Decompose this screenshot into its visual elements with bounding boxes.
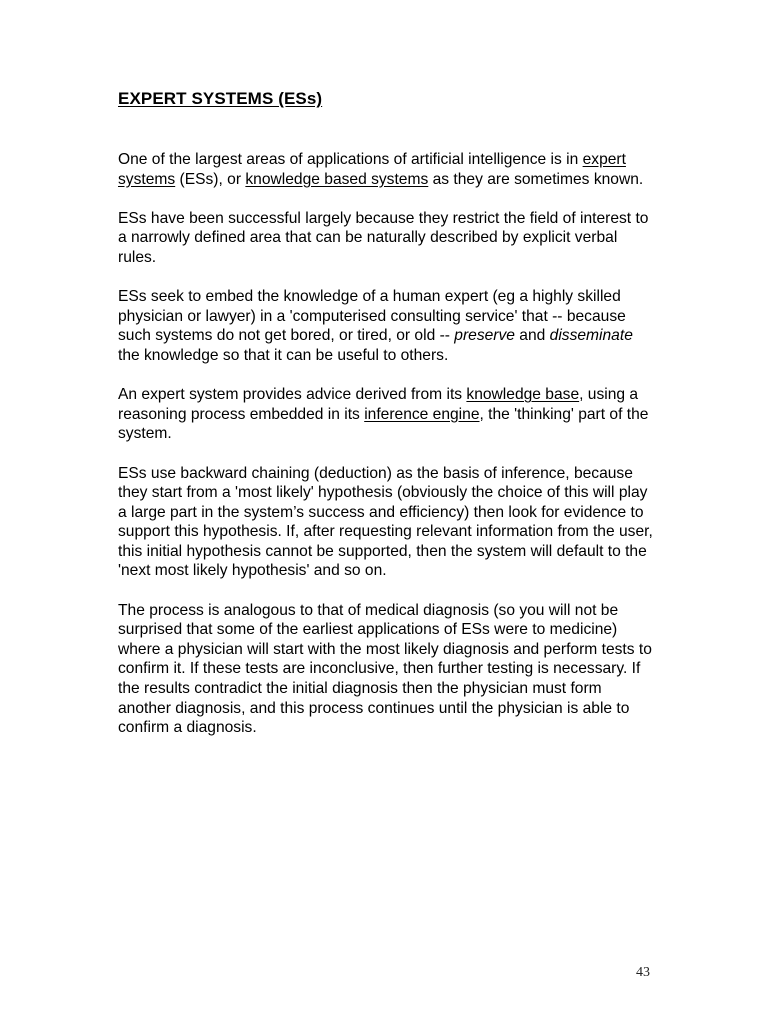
page-title: EXPERT SYSTEMS (ESs)	[118, 89, 323, 108]
paragraph-4-text-a: An expert system provides advice derived from its	[118, 386, 467, 404]
paragraph-3-text-c: and	[514, 327, 550, 345]
paragraph-3-text-e: the knowledge so that it can be useful to others.	[118, 346, 449, 364]
paragraph-6-text: The process is analogous to that of medical diagnosis (so you will not be surprised that some of the earliest applications of ESs were to medicine) where a physician will start with the most likely diagnosis and perform tests to confirm it. If these tests are inconclusive, then further testing is necessary. If the results contradict the initial diagnosis then the physician must form another diagnosis, and this process continues until the physician is able to confirm a diagnosis.	[118, 601, 652, 737]
paragraph-1-text-e: as they are sometimes known.	[428, 170, 644, 188]
paragraph-1-text-a: One of the largest areas of applications of artificial intelligence is in	[118, 151, 583, 168]
paragraph-2-text: ESs have been successful largely because they restrict the field of interest to a narrowly defined area that can be naturally described by explicit verbal rules.	[118, 209, 649, 266]
paragraph-5	[118, 464, 658, 582]
paragraph-4-text-c: , using a reasoning process embedded in its	[118, 386, 639, 423]
paragraph-3-text-a: ESs seek to embed the knowledge of a human expert (eg a highly skilled physician or lawyer) in a 'computerised consulting service' that -- because such systems do not get bored, or tired, or old --	[118, 288, 626, 345]
paragraph-4-text-e: , the 'thinking' part of the system.	[118, 405, 649, 443]
term-knowledge-base: knowledge base	[466, 386, 580, 404]
term-knowledge-based-systems: knowledge based systems	[245, 170, 429, 188]
body-text	[118, 150, 658, 757]
term-expert-systems: expert systems	[118, 151, 626, 188]
paragraph-3	[118, 287, 658, 365]
paragraph-6	[118, 601, 658, 738]
term-preserve: preserve	[454, 327, 515, 345]
term-disseminate: disseminate	[549, 327, 633, 345]
paragraph-1	[118, 150, 658, 189]
page-number: 43	[636, 965, 650, 980]
term-inference-engine: inference engine	[364, 405, 480, 423]
paragraph-5-text: ESs use backward chaining (deduction) as the basis of inference, because they start from a 'most likely' hypothesis (obviously the choice of this will play a large part in the system’s success and efficiency) then look for evidence to support this hypothesis. If, after requesting relevant information from the user, this initial hypothesis cannot be supported, then the system will default to the 'next most likely hypothesis' and so on.	[118, 464, 653, 580]
paragraph-4	[118, 385, 658, 444]
paragraph-1-text-c: (ESs), or	[175, 170, 246, 188]
paragraph-2	[118, 209, 658, 268]
